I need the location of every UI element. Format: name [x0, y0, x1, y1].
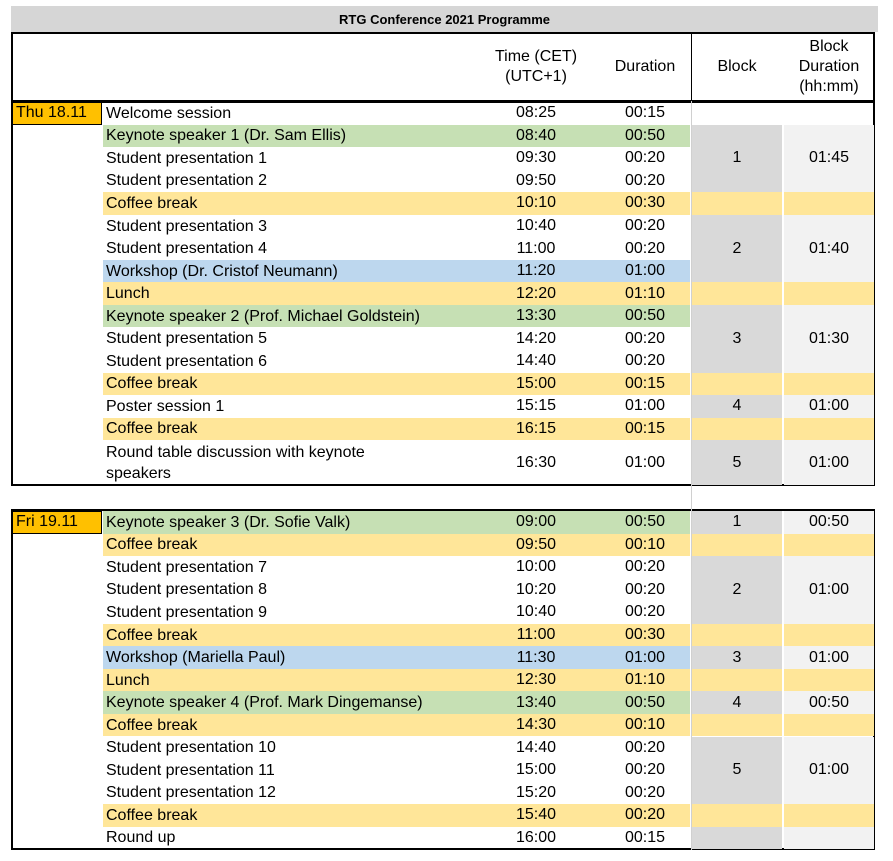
- session-name: Workshop (Mariella Paul): [106, 649, 286, 667]
- column-divider: [691, 101, 692, 486]
- session-time: 08:25: [515, 104, 557, 122]
- session-time: 15:00: [515, 761, 557, 779]
- session-name: Coffee break: [106, 806, 198, 824]
- session-time: 12:20: [515, 284, 557, 302]
- session-duration: 01:10: [624, 284, 666, 302]
- page-title: RTG Conference 2021 Programme: [11, 6, 878, 32]
- session-name: Student presentation 8: [106, 581, 268, 599]
- session-name: Student presentation 9: [106, 603, 268, 621]
- session-name: Student presentation 1: [106, 149, 268, 167]
- session-name: Keynote speaker 2 (Prof. Michael Goldstein): [106, 307, 420, 325]
- session-duration: 01:10: [624, 671, 666, 689]
- session-duration: 00:10: [624, 535, 666, 553]
- session-name: Round up: [106, 829, 176, 847]
- block-cell: [692, 373, 782, 396]
- block-duration-cell: [784, 624, 874, 647]
- session-duration: 01:00: [624, 453, 666, 471]
- session-time: 10:40: [515, 603, 557, 621]
- session-duration: 00:20: [624, 352, 666, 370]
- session-name: Student presentation 2: [106, 172, 268, 190]
- block-number: 5: [732, 761, 742, 779]
- time-header: Time (CET) (UTC+1): [494, 48, 578, 85]
- day-label: Fri 19.11: [12, 511, 102, 534]
- session-duration: 00:20: [624, 738, 666, 756]
- session-name: Coffee break: [106, 536, 198, 554]
- session-duration: 00:20: [624, 761, 666, 779]
- session-name: Student presentation 10: [106, 739, 276, 757]
- block-number: 2: [732, 580, 742, 598]
- session-duration: 00:15: [624, 104, 666, 122]
- block-duration: 00:50: [808, 693, 850, 711]
- session-name: Lunch: [106, 285, 150, 303]
- block-duration-cell: [784, 192, 874, 215]
- block-number: 4: [732, 397, 742, 415]
- session-duration: 00:50: [624, 693, 666, 711]
- session-duration: 00:20: [624, 149, 666, 167]
- session-name: Student presentation 7: [106, 558, 268, 576]
- block-cell: [692, 192, 782, 215]
- block-number: 1: [732, 513, 742, 531]
- session-name: Welcome session: [106, 104, 232, 122]
- block-duration-cell: [784, 827, 874, 850]
- session-time: 09:00: [515, 513, 557, 531]
- session-duration: 00:50: [624, 513, 666, 531]
- session-name: Student presentation 12: [106, 784, 276, 802]
- block-duration: 01:30: [808, 329, 850, 347]
- session-name: Coffee break: [106, 194, 198, 212]
- session-time: 10:10: [515, 194, 557, 212]
- block-duration: 01:00: [808, 397, 850, 415]
- session-time: 14:40: [515, 738, 557, 756]
- session-duration: 00:20: [624, 783, 666, 801]
- block-duration: 01:00: [808, 580, 850, 598]
- session-name: Keynote speaker 3 (Dr. Sofie Valk): [106, 513, 351, 531]
- session-time: 11:20: [516, 262, 556, 280]
- session-name: Workshop (Dr. Cristof Neumann): [106, 262, 338, 280]
- session-time: 16:00: [515, 828, 557, 846]
- block-duration-cell: [784, 534, 874, 557]
- section-gap-line: [691, 486, 692, 509]
- block-cell: [692, 669, 782, 692]
- session-time: 14:20: [515, 329, 557, 347]
- session-time: 14:40: [515, 352, 557, 370]
- session-name: Coffee break: [106, 420, 198, 438]
- header-divider: [691, 34, 692, 100]
- session-name: Coffee break: [106, 626, 198, 644]
- session-duration: 00:20: [624, 580, 666, 598]
- block-duration: 01:00: [808, 648, 850, 666]
- duration-header: Duration: [614, 58, 676, 75]
- session-duration: 00:20: [624, 603, 666, 621]
- session-name: Coffee break: [106, 375, 198, 393]
- session-duration: 00:20: [624, 806, 666, 824]
- block-duration-cell: [784, 282, 874, 305]
- session-duration: 01:00: [624, 648, 666, 666]
- session-duration: 00:50: [624, 126, 666, 144]
- session-duration: 00:20: [624, 558, 666, 576]
- session-duration: 00:20: [624, 329, 666, 347]
- session-name: Student presentation 5: [106, 330, 268, 348]
- session-time: 10:20: [515, 580, 557, 598]
- block-duration-header: Block Duration (hh:mm): [798, 38, 860, 95]
- block-number: 2: [732, 239, 742, 257]
- block-duration: 01:00: [808, 761, 850, 779]
- session-time: 13:40: [515, 693, 557, 711]
- block-cell: [692, 534, 782, 557]
- block-duration-cell: [784, 418, 874, 441]
- column-divider: [691, 509, 692, 850]
- session-duration: 00:20: [624, 217, 666, 235]
- session-time: 16:30: [515, 453, 557, 471]
- block-number: 4: [732, 693, 742, 711]
- session-duration: 00:20: [624, 239, 666, 257]
- block-number: 3: [732, 648, 742, 666]
- block-duration: 01:00: [808, 453, 850, 471]
- session-duration: 00:10: [624, 716, 666, 734]
- session-time: 15:40: [515, 806, 557, 824]
- session-time: 14:30: [515, 716, 557, 734]
- session-name: Student presentation 11: [106, 761, 275, 779]
- block-cell: [692, 827, 782, 850]
- session-duration: 00:30: [624, 626, 666, 644]
- block-duration: 00:50: [808, 513, 850, 531]
- session-time: 12:30: [515, 671, 557, 689]
- session-time: 09:50: [515, 535, 557, 553]
- session-duration: 01:00: [624, 262, 666, 280]
- block-number: 5: [732, 453, 742, 471]
- session-name: Coffee break: [106, 716, 198, 734]
- block-duration-cell: [784, 714, 874, 737]
- session-name: Round table discussion with keynote speakers: [106, 443, 365, 482]
- block-cell: [692, 418, 782, 441]
- block-duration-cell: [784, 373, 874, 396]
- session-time: 10:40: [515, 217, 557, 235]
- session-name: Student presentation 6: [106, 352, 268, 370]
- block-number: 3: [732, 329, 742, 347]
- session-duration: 01:00: [624, 397, 666, 415]
- session-time: 10:00: [515, 558, 557, 576]
- session-time: 15:15: [515, 397, 557, 415]
- session-duration: 00:15: [624, 828, 666, 846]
- session-name: Keynote speaker 4 (Prof. Mark Dingemanse): [106, 694, 423, 712]
- session-duration: 00:20: [624, 171, 666, 189]
- session-time: 15:00: [515, 374, 557, 392]
- block-duration: 01:40: [808, 239, 850, 257]
- day-label: Thu 18.11: [12, 102, 102, 125]
- session-time: 11:00: [516, 626, 556, 644]
- session-name: Student presentation 4: [106, 240, 268, 258]
- session-time: 13:30: [515, 307, 557, 325]
- session-duration: 00:15: [624, 374, 666, 392]
- session-time: 11:30: [516, 648, 556, 666]
- session-name: Poster session 1: [106, 397, 225, 415]
- session-time: 08:40: [515, 126, 557, 144]
- block-number: 1: [732, 149, 742, 167]
- session-time: 09:30: [515, 149, 557, 167]
- block-cell: [692, 714, 782, 737]
- session-time: 15:20: [515, 783, 557, 801]
- session-duration: 00:30: [624, 194, 666, 212]
- session-name: Lunch: [106, 671, 150, 689]
- session-name: Student presentation 3: [106, 217, 268, 235]
- block-cell: [692, 282, 782, 305]
- session-time: 11:00: [516, 239, 556, 257]
- session-duration: 00:50: [624, 307, 666, 325]
- block-duration: 01:45: [808, 149, 850, 167]
- session-time: 09:50: [515, 171, 557, 189]
- block-duration-cell: [784, 669, 874, 692]
- block-duration-cell: [784, 804, 874, 827]
- block-header: Block: [717, 58, 757, 75]
- session-duration: 00:15: [624, 419, 666, 437]
- session-time: 16:15: [515, 419, 557, 437]
- block-cell: [692, 624, 782, 647]
- block-cell: [692, 804, 782, 827]
- session-name: Keynote speaker 1 (Dr. Sam Ellis): [106, 127, 347, 145]
